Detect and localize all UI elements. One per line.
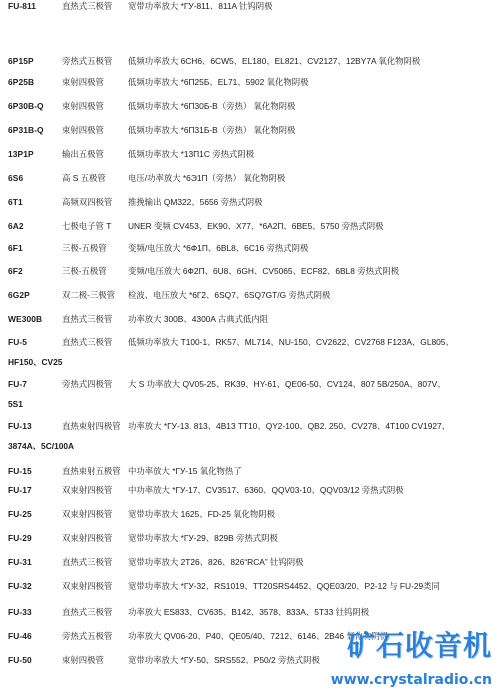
tube-row <box>8 484 500 496</box>
tube-category: 束射四极管 <box>62 101 104 111</box>
tube-row <box>8 465 500 477</box>
tube-code: 6T1 <box>8 197 23 207</box>
tube-category: 高 S 五极管 <box>62 173 106 183</box>
tube-row-continuation: 5S1 <box>8 399 23 409</box>
tube-row <box>8 580 500 592</box>
tube-description: 功率放大 *ГУ-13. 813、4B13 TT10、QY2-100、QB2. 250、CV278、4T100 CV1927、 <box>128 421 451 431</box>
tube-description: 宽带功率放大 *ГУ-50、SRS552、P50/2 旁热式阴极 <box>128 655 320 665</box>
tube-description: 功率放大 300B、4300A 古典式低内阻 <box>128 314 269 324</box>
tube-description: 低频功率放大 *6П31Б-B（旁热） 氧化物阴极 <box>128 125 296 135</box>
tube-row <box>8 289 500 301</box>
tube-row <box>8 508 500 520</box>
tube-description: 功率放大 ES833、CV635、B142、3578、833A、5T33 钍钨阴极 <box>128 607 370 617</box>
tube-description: 宽带功率放大 2T26、826、826“RCA” 钍钨阴极 <box>128 557 304 567</box>
tube-category: 直热式三极管 <box>62 314 113 324</box>
tube-description: 中功率放大 *ГУ-15 氧化物热了 <box>128 466 242 476</box>
tube-category: 旁热式五极管 <box>62 56 113 66</box>
tube-category: 直热式三极管 <box>62 337 113 347</box>
tube-row <box>8 0 500 12</box>
tube-code: 13P1P <box>8 149 34 159</box>
tube-description: 推挽输出 QM322、5656 旁热式阴极 <box>128 197 263 207</box>
tube-category: 双束射四极管 <box>62 581 113 591</box>
tube-row <box>8 55 500 67</box>
tube-category: 直热式三极管 <box>62 1 113 11</box>
tube-category: 直热式三极管 <box>62 557 113 567</box>
tube-row <box>8 378 500 390</box>
tube-row <box>8 100 500 112</box>
tube-code: 6P30B-Q <box>8 101 44 111</box>
tube-description: 检波、电压放大 *6Г2、6SQ7、6SQ7GT/G 旁热式阴极 <box>128 290 331 300</box>
tube-description: 变频/电压放大 6Ф2П、6U8、6GH、CV5065、ECF82、6BL8 旁热式阴极 <box>128 266 400 276</box>
tube-code: WE300B <box>8 314 43 324</box>
tube-row <box>8 172 500 184</box>
tube-code: FU-7 <box>8 379 28 389</box>
tube-description: UNER 变频 CV453、EK90、X77、*6A2П、6BE5、5750 旁热式阴极 <box>128 221 384 231</box>
tube-description: 中功率放大 *ГУ-17、CV3517、6360、QQV03-10、QQV03/12 旁热式阴极 <box>128 485 404 495</box>
tube-code: FU-5 <box>8 337 28 347</box>
tube-description: 宽带功率放大 *ГУ-29、829B 旁热式阴极 <box>128 533 278 543</box>
tube-code: 6F2 <box>8 266 23 276</box>
tube-row <box>8 606 500 618</box>
tube-code: FU-15 <box>8 466 32 476</box>
tube-code: FU-50 <box>8 655 32 665</box>
tube-category: 束射四极管 <box>62 77 104 87</box>
tube-code: FU-17 <box>8 485 32 495</box>
watermark-url: www.crystalradio.cn <box>330 672 492 688</box>
tube-row-continuation: HF150、CV25 <box>8 357 63 367</box>
tube-row <box>8 76 500 88</box>
tube-row <box>8 196 500 208</box>
tube-category: 输出五极管 <box>62 149 104 159</box>
tube-row-continuation: 3874A、5C/100A <box>8 441 75 451</box>
tube-category: 双束射四极管 <box>62 485 113 495</box>
tube-category: 双二极-三极管 <box>62 290 116 300</box>
site-watermark <box>330 622 500 688</box>
tube-category: 高频双四极管 <box>62 197 113 207</box>
tube-description: 宽带功率放大 1625、FD-25 氧化物阴极 <box>128 509 276 519</box>
tube-row <box>8 313 500 325</box>
tube-category: 三极-五极管 <box>62 266 107 276</box>
tube-category: 旁热式五极管 <box>62 631 113 641</box>
tube-row <box>8 532 500 544</box>
tube-description: 变频/电压放大 *6Ф1П、6BL8、6C16 旁热式阴极 <box>128 243 309 253</box>
tube-code: 6S6 <box>8 173 24 183</box>
tube-category: 双束射四极管 <box>62 533 113 543</box>
tube-row <box>8 556 500 568</box>
tube-category: 七极电子管 T <box>62 221 112 231</box>
tube-category: 双束射四极管 <box>62 509 113 519</box>
tube-category: 直热束射五极管 <box>62 466 121 476</box>
tube-code: 6P31B-Q <box>8 125 44 135</box>
tube-description: 低频功率放大 T100-1、RK57、ML714、NU-150、CV2622、CV2768 F123A、GL805、 <box>128 337 454 347</box>
tube-row <box>8 265 500 277</box>
tube-code: 6G2P <box>8 290 30 300</box>
tube-category: 束射四极管 <box>62 655 104 665</box>
tube-category: 三极-五极管 <box>62 243 107 253</box>
tube-category: 直热束射四极管 <box>62 421 121 431</box>
tube-description: 低频功率放大 *13П1C 旁热式阴极 <box>128 149 255 159</box>
tube-description: 低频功率放大 6CH6、6CW5、EL180、EL821、CV2127、12BY7A 氧化物阴极 <box>128 56 421 66</box>
tube-description: 大 S 功率放大 QV05-25、RK39、HY-61、QE06-50、CV124、807 5B/250A、807V、 <box>128 379 446 389</box>
tube-code: 6F1 <box>8 243 23 253</box>
tube-description: 功率放大 QV06-20、P40、QE05/40、7212、6146、2B46 氧化物阴极 <box>128 631 389 641</box>
tube-description: 电压/功率放大 *6Э1П（旁热） 氧化物阴极 <box>128 173 286 183</box>
tube-description: 宽带功率放大 *ГУ-811、811A 钍钨阴极 <box>128 1 273 11</box>
tube-description: 宽带功率放大 *ГУ-32、RS1019、TT20SRS4452、QQE03/20、P2-12 与 FU-29类同 <box>128 581 440 591</box>
tube-code: 6P25B <box>8 77 35 87</box>
tube-row <box>8 148 500 160</box>
tube-code: FU-811 <box>8 1 37 11</box>
tube-code: FU-29 <box>8 533 32 543</box>
tube-code: FU-31 <box>8 557 32 567</box>
tube-description: 低频功率放大 *6П30Б-B（旁热） 氧化物阴极 <box>128 101 296 111</box>
watermark-logo-text: 矿石收音机 <box>346 629 492 662</box>
tube-row <box>8 420 500 432</box>
tube-code: FU-32 <box>8 581 32 591</box>
tube-code: FU-25 <box>8 509 32 519</box>
tube-description: 低频功率放大 *6П25Б、EL71、5902 氧化物阴极 <box>128 77 309 87</box>
tube-code: FU-13 <box>8 421 32 431</box>
tube-category: 束射四极管 <box>62 125 104 135</box>
tube-code: FU-46 <box>8 631 32 641</box>
tube-code: 6P15P <box>8 56 34 66</box>
tube-category: 直热式三极管 <box>62 607 113 617</box>
tube-code: 6A2 <box>8 221 24 231</box>
tube-row <box>8 124 500 136</box>
tube-code: FU-33 <box>8 607 32 617</box>
tube-category: 旁热式四极管 <box>62 379 113 389</box>
tube-row <box>8 336 500 348</box>
tube-row <box>8 242 500 254</box>
tube-row <box>8 220 500 232</box>
